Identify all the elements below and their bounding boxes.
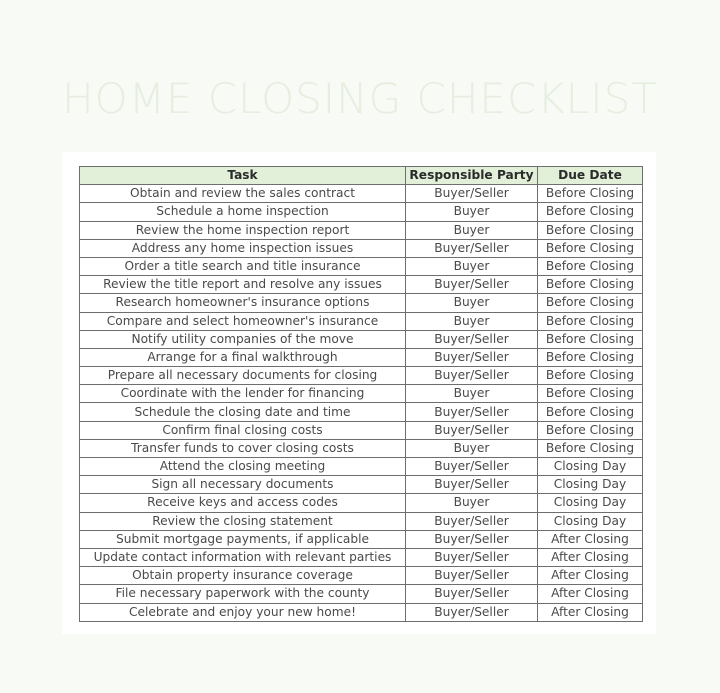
responsible-party-cell: Buyer/Seller (406, 185, 538, 203)
due-date-cell: Before Closing (538, 348, 643, 366)
table-row (80, 476, 643, 494)
task-cell: Obtain and review the sales contract (80, 185, 406, 203)
due-date-cell: Before Closing (538, 239, 643, 257)
due-date-cell: Before Closing (538, 421, 643, 439)
responsible-party-cell: Buyer/Seller (406, 403, 538, 421)
table-row (80, 439, 643, 457)
table-row (80, 385, 643, 403)
task-cell: Schedule the closing date and time (80, 403, 406, 421)
due-date-cell: Closing Day (538, 476, 643, 494)
table-row (80, 603, 643, 621)
responsible-party-cell: Buyer (406, 294, 538, 312)
due-date-cell: Closing Day (538, 494, 643, 512)
due-date-cell: After Closing (538, 603, 643, 621)
task-cell: Attend the closing meeting (80, 458, 406, 476)
table-row (80, 312, 643, 330)
checklist-table (79, 166, 643, 622)
table-row (80, 494, 643, 512)
responsible-party-cell: Buyer/Seller (406, 458, 538, 476)
header-due-date: Due Date (538, 167, 643, 185)
due-date-cell: Closing Day (538, 458, 643, 476)
table-row (80, 276, 643, 294)
task-cell: Order a title search and title insurance (80, 257, 406, 275)
due-date-cell: Before Closing (538, 185, 643, 203)
task-cell: Review the title report and resolve any issues (80, 276, 406, 294)
due-date-cell: Before Closing (538, 221, 643, 239)
table-row (80, 294, 643, 312)
responsible-party-cell: Buyer (406, 221, 538, 239)
table-row (80, 367, 643, 385)
task-cell: Confirm final closing costs (80, 421, 406, 439)
table-row (80, 403, 643, 421)
task-cell: Receive keys and access codes (80, 494, 406, 512)
due-date-cell: Closing Day (538, 512, 643, 530)
responsible-party-cell: Buyer (406, 439, 538, 457)
table-row (80, 512, 643, 530)
table-row (80, 221, 643, 239)
due-date-cell: Before Closing (538, 276, 643, 294)
responsible-party-cell: Buyer/Seller (406, 348, 538, 366)
table-row (80, 530, 643, 548)
header-task: Task (80, 167, 406, 185)
responsible-party-cell: Buyer (406, 385, 538, 403)
table-row (80, 185, 643, 203)
table-row (80, 203, 643, 221)
table-row (80, 348, 643, 366)
page-title: HOME CLOSING CHECKLIST (62, 74, 658, 123)
table-row (80, 330, 643, 348)
table-row (80, 239, 643, 257)
task-cell: Review the home inspection report (80, 221, 406, 239)
due-date-cell: Before Closing (538, 312, 643, 330)
due-date-cell: Before Closing (538, 330, 643, 348)
header-row (80, 167, 643, 185)
responsible-party-cell: Buyer/Seller (406, 276, 538, 294)
task-cell: Sign all necessary documents (80, 476, 406, 494)
responsible-party-cell: Buyer/Seller (406, 476, 538, 494)
responsible-party-cell: Buyer/Seller (406, 548, 538, 566)
task-cell: Arrange for a final walkthrough (80, 348, 406, 366)
header-responsible-party: Responsible Party (406, 167, 538, 185)
due-date-cell: Before Closing (538, 367, 643, 385)
task-cell: Update contact information with relevant parties (80, 548, 406, 566)
due-date-cell: After Closing (538, 548, 643, 566)
responsible-party-cell: Buyer (406, 257, 538, 275)
responsible-party-cell: Buyer/Seller (406, 530, 538, 548)
task-cell: Transfer funds to cover closing costs (80, 439, 406, 457)
task-cell: Compare and select homeowner's insurance (80, 312, 406, 330)
table-row (80, 585, 643, 603)
due-date-cell: Before Closing (538, 294, 643, 312)
due-date-cell: Before Closing (538, 257, 643, 275)
table-row (80, 257, 643, 275)
task-cell: Coordinate with the lender for financing (80, 385, 406, 403)
due-date-cell: After Closing (538, 530, 643, 548)
responsible-party-cell: Buyer/Seller (406, 330, 538, 348)
due-date-cell: Before Closing (538, 403, 643, 421)
responsible-party-cell: Buyer/Seller (406, 512, 538, 530)
responsible-party-cell: Buyer (406, 494, 538, 512)
table-row (80, 548, 643, 566)
responsible-party-cell: Buyer/Seller (406, 239, 538, 257)
due-date-cell: Before Closing (538, 439, 643, 457)
due-date-cell: After Closing (538, 585, 643, 603)
due-date-cell: After Closing (538, 567, 643, 585)
responsible-party-cell: Buyer/Seller (406, 567, 538, 585)
table-row (80, 458, 643, 476)
task-cell: Obtain property insurance coverage (80, 567, 406, 585)
responsible-party-cell: Buyer/Seller (406, 603, 538, 621)
task-cell: Schedule a home inspection (80, 203, 406, 221)
responsible-party-cell: Buyer (406, 312, 538, 330)
task-cell: File necessary paperwork with the county (80, 585, 406, 603)
responsible-party-cell: Buyer/Seller (406, 421, 538, 439)
task-cell: Notify utility companies of the move (80, 330, 406, 348)
due-date-cell: Before Closing (538, 203, 643, 221)
table-row (80, 567, 643, 585)
task-cell: Submit mortgage payments, if applicable (80, 530, 406, 548)
task-cell: Prepare all necessary documents for closing (80, 367, 406, 385)
task-cell: Address any home inspection issues (80, 239, 406, 257)
task-cell: Celebrate and enjoy your new home! (80, 603, 406, 621)
responsible-party-cell: Buyer (406, 203, 538, 221)
responsible-party-cell: Buyer/Seller (406, 367, 538, 385)
due-date-cell: Before Closing (538, 385, 643, 403)
task-cell: Review the closing statement (80, 512, 406, 530)
responsible-party-cell: Buyer/Seller (406, 585, 538, 603)
task-cell: Research homeowner's insurance options (80, 294, 406, 312)
table-row (80, 421, 643, 439)
